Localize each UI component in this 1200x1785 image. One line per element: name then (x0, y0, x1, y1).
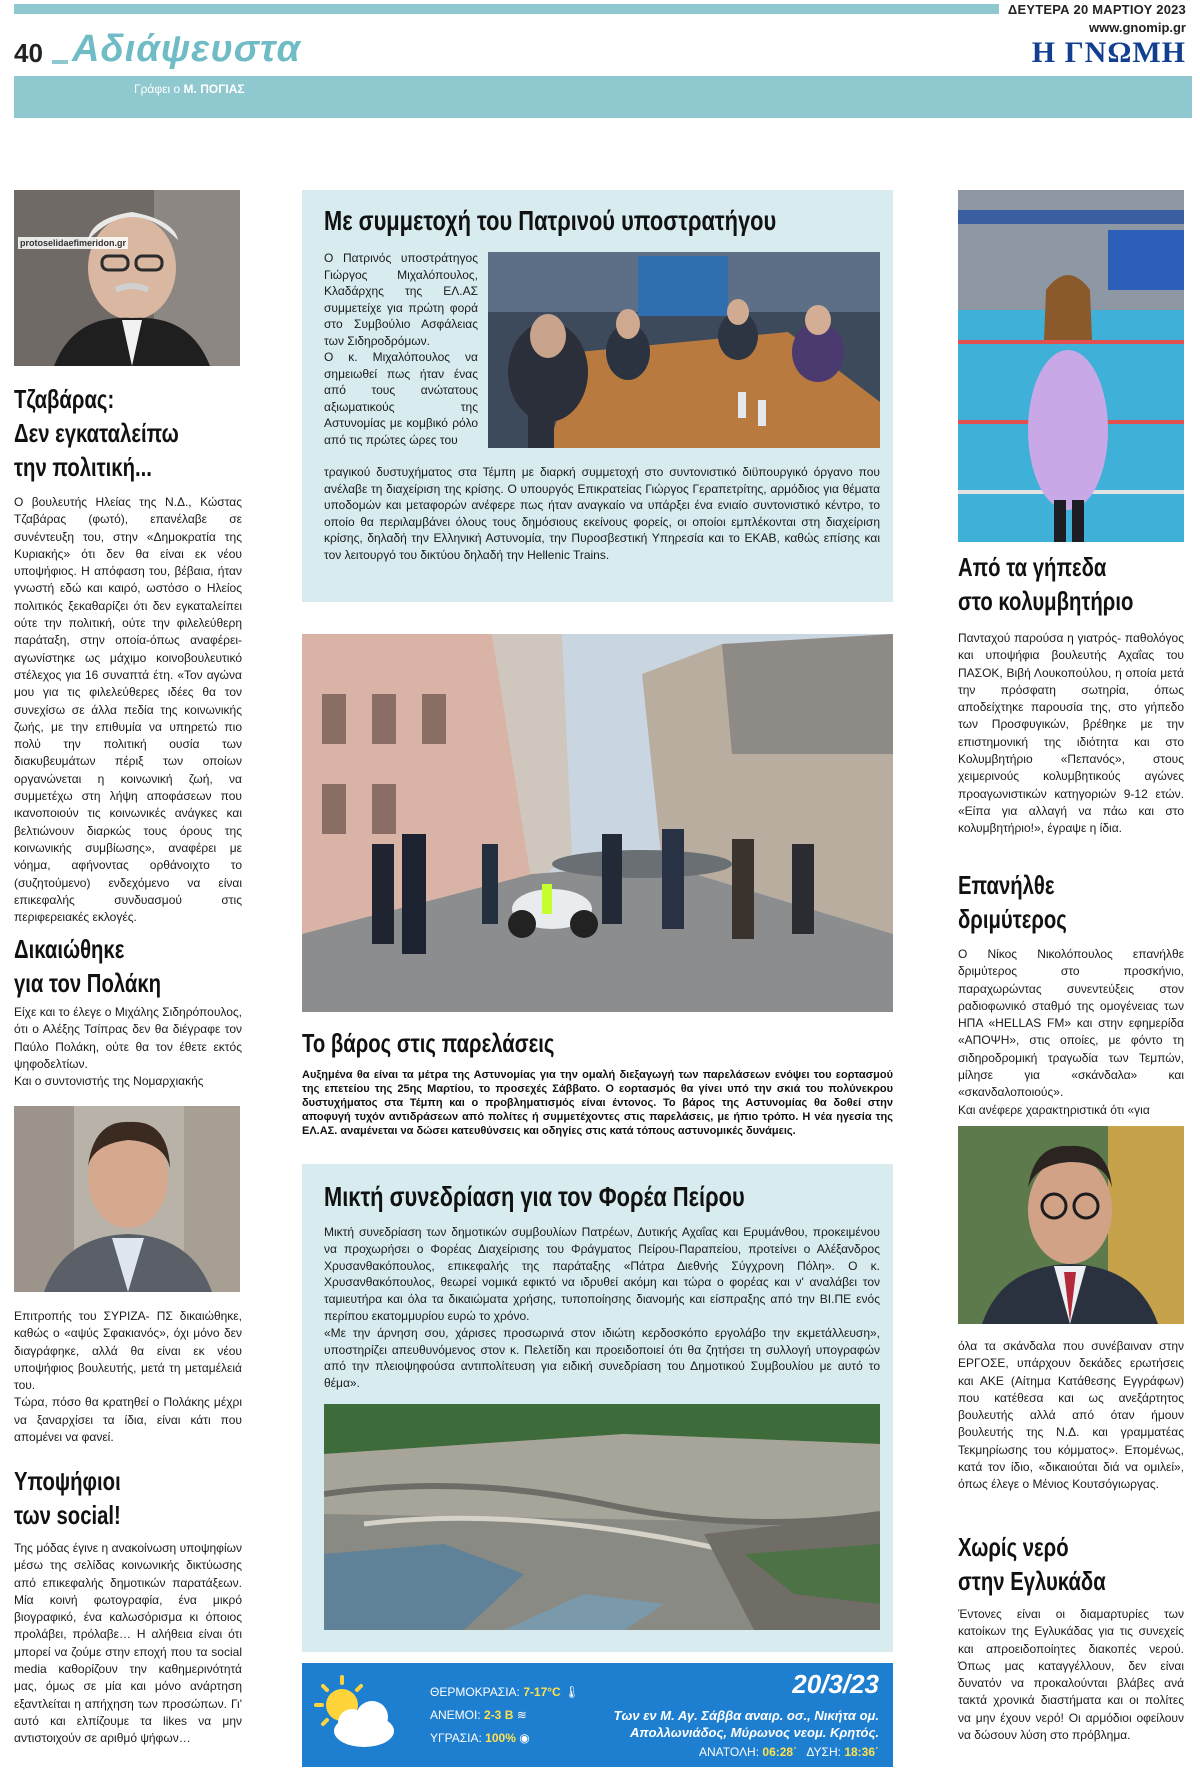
article-body-nikolopoulos: Και ανέφερε χαρακτηριστικά ότι «για (958, 1102, 1150, 1117)
humidity-value: 100% (485, 1731, 516, 1745)
photo-sidiropoulos (14, 1106, 240, 1292)
article-title-line: Επανήλθε (958, 870, 1055, 900)
article-title-line: στην Εγλυκάδα (958, 1566, 1106, 1596)
article-title-line: στο κολυμβητήριο (958, 586, 1134, 616)
article-title: Με συμμετοχή του Πατρινού υποστρατήγου (324, 205, 777, 236)
weather-partly-cloudy-icon (302, 1663, 406, 1767)
photo-nikolopoulos (958, 1126, 1184, 1324)
photo-loukopoulou-pool (958, 190, 1184, 542)
humidity-label: ΥΓΡΑΣΙΑ: (430, 1731, 482, 1745)
article-body-nikolopoulos: Ο Νίκος Νικολόπουλος επανήλθε δριμύτερος στο προσκήνιο, παραχωρώντας συνεντεύξεις στον ραδιοφωνικό σταθμό της ομογένειας των ΗΠΑ «HELLAS FM» και στην εφημερίδα «ΑΠΟΨΗ», στις οποίες, με φόντο τη σιδηροδρομική τραγωδία των Τεμπών, μίλησε για «σκάνδαλα» και «σκανδαλοποιούς». (958, 947, 1184, 1100)
article-body-peirou: «Με την άρνηση σου, χάρισες προσωρινά στον ιδιώτη κερδοσκόπο εργολάβο την εκμετάλλευση», υποστηρίζει απευθυνόμενος στον κ. Πελετίδη και προειδοποιεί ότι θα ζητήσει τη συλλογή υπογραφών από την πλειοψηφούσα αντιπολίτευση για ειδική συνεδρίαση του Δημοτικού Συμβουλίου με αυτό το θέμα». (324, 1325, 880, 1391)
author-byline (134, 82, 245, 96)
page-number: 40 (14, 38, 43, 68)
wind-value: 2-3 B (484, 1708, 514, 1722)
author-prefix: Γράφει ο (134, 82, 181, 96)
watermark-text: protoselidaefimeridon.gr (20, 238, 127, 248)
article-panel-peirou (302, 1164, 893, 1652)
article-body-polakis: Είχε και το έλεγε ο Μιχάλης Σιδηρόπουλος, ότι ο Αλέξης Τσίπρας δεν θα διέγραφε τον Παύλο Πολάκη, ούτε θα τον έθετε εκτός ψηφοδελτίων. (14, 1005, 242, 1071)
article-caption-parade: Αυξημένα θα είναι τα μέτρα της Αστυνομίας για την ομαλή διεξαγωγή των παρελάσεων ενόψει του εορτασμού της επετείου της 25ης Μαρτίου, το προσεχές Σάββατο. Ο εορτασμός θα γίνει υπό την σκιά του πολύνεκρου δυστυχήματος στα Τέμπη και ο προβληματισμός είναι έντονος. Το βάρος της Αστυνομίας θα δοθεί στην αποφυγή τυχόν αντιδράσεων από πολίτες ή συμμετέχοντες στις παρελάσεις, με ήπιο τρόπο. Η νέα ηγεσία της ΕΛ.ΑΣ. αναμένεται να δώσει κατευθύνσεις και οδηγίες στις κατά τόπους αστυνομικές δυνάμεις. (302, 1069, 893, 1137)
article-body-social: Της μόδας έγινε η ανακοίνωση υποψηφίων μέσω της σελίδας κοινωνικής δικτύωσης από επικεφαλής δημοτικών παρατάξεων. Μία κοινή φωτογραφία, ένα μικρό βιογραφικό, ένα καλωσόρισμα κι όποιος προλάβει, πρόλαβε… Η αλήθεια είναι ότι μπορεί να ζούμε στην εποχή που τα social media καθορίζουν την καθημερινότητά μας, όμως σε μία και μόνο ανάρτηση εξαντλείται η απήχηση των προσώπων. Γι' αυτό και ελπίζουμε τα likes να μην αντιστοιχούν σε αριθμό ψήφων… (14, 1541, 242, 1746)
thermometer-icon: 🌡 (564, 1685, 580, 1699)
sunrise-label: ΑΝΑΤΟΛΗ: (699, 1745, 760, 1759)
article-body-police: τραγικού δυστυχήματος στα Τέμπη με διαρκή συμμετοχή στο συντονιστικό διϋπουργικό όργανο που ανέλαβε τη διαχείριση της κρίσης. Ο υπουργός Επικρατείας Γιώργος Γεραπετρίτης, αρμόδιος για θέματα υποδομών και μεταφορών ανέφερε πως ήταν αναγκαίο να υπάρξει ένα ενιαίο συντονιστικό κέντρο, το οποίο θα περιλαμβάνει όλους τους δημόσιους εκείνους φορείς, οι οποίοι εμπλέκονται στη διαχείριση κρίσης, δηλαδή την Ελληνική Αστυνομία, την Πυροσβεστική Υπηρεσία και το ΕΚΑΒ, καθώς επίσης και τον λειτουργό του δικτύου δηλαδή την Hellenic Trains. (324, 465, 880, 562)
article-title-line: Τζαβάρας: (14, 384, 115, 414)
article-body-polakis: Και ο συντονιστής της Νομαρχιακής (14, 1074, 204, 1089)
photo-parade-street (302, 634, 893, 1012)
photo-tzavaras (14, 190, 240, 366)
article-title-line: δριμύτερος (958, 904, 1067, 934)
sun-times (699, 1745, 879, 1759)
page-title: Αδιάψευστα (72, 28, 302, 70)
sunset-label: ΔΥΣΗ: (806, 1745, 841, 1759)
article-title-line: Από τα γήπεδα (958, 552, 1107, 582)
article-body-police: Ο κ. Μιχαλόπουλος να σημειωθεί πως ήταν ένας από τους ανώτατους αξιωματικούς της Αστυνομίας με κομβικό ρόλο από τις πρώτες ώρες του (324, 350, 478, 447)
website-url[interactable]: www.gnomip.gr (1088, 20, 1186, 35)
article-title-line: Δικαιώθηκε (14, 934, 125, 964)
weather-date: 20/3/23 (792, 1669, 879, 1699)
article-title-line: για τον Πολάκη (14, 968, 162, 998)
article-title: Μικτή συνεδρίαση για τον Φορέα Πείρου (324, 1181, 745, 1212)
article-body-polakis: Τώρα, πόσο θα κρατηθεί ο Πολάκης μέχρι να ξαναρχίσει τα ίδια, είναι κάτι που απομένει να φανεί. (14, 1395, 242, 1445)
photo-security-council (488, 252, 880, 448)
author-name: Μ. ΠΟΓΙΑΣ (183, 82, 245, 96)
article-body-peirou: Μικτή συνεδρίαση των δημοτικών συμβουλίων Πατρέων, Δυτικής Αχαΐας και Ερυμάνθου, προκειμένου να προχωρήσει ο Φορέας Διαχείρισης του Φράγματος Πείρου-Παραπείου, προτείνει ο Αλέξανδρος Χρυσανθακόπουλος, επικεφαλής της παράταξης «Πάτρα Διεθνής Σύγχρονη Πόλη». Ο κ. Χρυσανθακόπουλος, θεωρεί νομικά εφικτό να ιδρυθεί ακόμη και τώρα ο φορέας και ν' αναλάβει τον ταμιευτήρα και όλα τα δικαιώματα χρήσης, τυποποίησης διανομής και είσπραξης από την ΒΙ.ΠΕ ενός περίπου εκατομμυρίου ευρώ το χρόνο. (324, 1225, 880, 1323)
saints-of-day: Των εν Μ. Αγ. Σάββα αναιρ. οσ., Νικήτα ομ. Απολλωνιάδος, Μύρωνος νεομ. Κρητός. (613, 1708, 879, 1740)
sunrise-value: 06:28΄ (762, 1745, 798, 1759)
article-title-line: Δεν εγκαταλείπω (14, 418, 179, 448)
header-top-bar (14, 4, 999, 14)
photo-peirou-dam (324, 1404, 880, 1630)
article-title-line: την πολιτική... (14, 452, 152, 482)
page-dash (52, 60, 68, 64)
article-body-polakis: Επιτροπής του ΣΥΡΙΖΑ- ΠΣ δικαιώθηκε, καθώς ο «αψύς Σφακιανός», όχι μόνο δεν διαγράφηκε, αλλά θα είναι εκ νέου υποψήφιος βουλευτής, μετά τη μεταμέλειά του. (14, 1309, 242, 1393)
weather-panel (302, 1663, 893, 1767)
article-body-loukopoulou: Πανταχού παρούσα η γιατρός- παθολόγος και υποψήφια βουλευτής Αχαΐας του ΠΑΣΟΚ, Βιβή Λουκοπούλου, η οποία μετά την πρόσφατη σωτηρία, όπως αποδείχτηκε παρουσία της, στο γήπεδο των Προσφυγικών, βρέθηκε με την επιστημονική της ιδιότητα και στο Κολυμβητήριο «Πεπανός», στους χειμερινούς κολυμβητικούς αγώνες προαγωνιστικών κατηγοριών 9-12 ετών. «Είπα για αλλαγή να πάω και στο κολυμβητήριο!», έγραψε η ίδια. (958, 631, 1184, 836)
article-body-eglykada: Έντονες είναι οι διαμαρτυρίες των κατοίκων της Εγλυκάδας για τις συνεχείς και απροειδοποίητες διακοπές νερού. Όπως μας καταγγέλλουν, δεν είναι δυνατόν να προκαλούνται βλάβες ανά τακτά χρονικά διαστήματα και οι πολίτες να μην έχουν νερό! Οι αρμόδιοι οφείλουν να δώσουν λύση στο πρόβλημα. (958, 1607, 1184, 1743)
article-title-line: Χωρίς νερό (958, 1532, 1069, 1562)
wind-label: ΑΝΕΜΟΙ: (430, 1708, 481, 1722)
article-panel-police (302, 190, 893, 602)
article-body-nikolopoulos: όλα τα σκάνδαλα που συνέβαιναν στην ΕΡΓΟΣΕ, υπάρχουν δεκάδες ερωτήσεις και ΑΚΕ (Αίτημα Κατάθεσης Εγγράφων) που κατέθεσα και ως ανεξάρτητος βουλευτής αλλά από όταν ήμουν βουλευτής της Ν.Δ. και γραμματέας Τεκμηρίωσης του κόμματος». Επομένως, κατά τον ίδιο, «δικαιούται διά να ομιλεί», όπως έλεγε ο Μένιος Κουτσόγιωργας. (958, 1339, 1184, 1492)
article-title-line: Υποψήφιοι (14, 1466, 121, 1496)
wind-icon: ≋ (516, 1708, 527, 1722)
newspaper-logo: Η ΓΝΩΜΗ (1031, 36, 1186, 69)
author-bar (14, 76, 1192, 118)
article-body-tzavaras: Ο βουλευτής Ηλείας της Ν.Δ., Κώστας Τζαβάρας (φωτό), επανέλαβε σε συνέντευξη του, στην «Δημοκρατία της Κυριακής» ότι δεν θα είναι εκ νέου υποψήφιος. Η απόφαση του, βέβαια, ήταν γνωστή εδώ και καιρό, ωστόσο ο Ηλείος πολιτικός ξεκαθαρίζει ότι δεν εγκαταλείπει ούτε την πολιτική, ούτε την φιλελεύθερη παράταξη, στην οποία-όπως αναφέρει- αγωνίστηκε ως μάχιμο κοινοβουλευτικό στέλεχος για 16 συναπτά έτη. «Τον αγώνα μου για τις φιλελεύθερες ιδέες θα τον συνεχίσω σε άλλα πεδία της κοινωνικής ζωής, με την επιθυμία να υπηρετώ πιο πολύ την πολιτική ουσία των διακυβευμάτων πέριξ των οποίων οργανώνεται η κοινωνική ζωή, να συμμετέχω στη λήψη αποφάσεων που ικανοποιούν τις κοινωνικές ανάγκες και βελτιώνουν διαρκώς τους όρους της κοινωνικής συμβίωσης», αναφέρει με νόημα, αφήνοντας ορθάνοιχτο το (συζητούμενο) ενδεχόμενο να είναι επικεφαλής συνδυασμού στις περιφερειακές εκλογές. (14, 495, 242, 925)
article-title: Το βάρος στις παρελάσεις (302, 1028, 555, 1058)
sunset-value: 18:36΄ (844, 1745, 879, 1759)
temperature-label: ΘΕΡΜΟΚΡΑΣΙΑ: (430, 1685, 520, 1699)
humidity-icon: ◉ (519, 1731, 530, 1745)
article-title-line: των social! (14, 1500, 121, 1530)
article-body-police: Ο Πατρινός υποστράτηγος Γιώργος Μιχαλόπουλος, Κλαδάρχης της ΕΛ.ΑΣ συμμετείχε για πρώτη φορά στο Συμβούλιο Ασφάλειας των Σιδηροδρόμων. (324, 251, 478, 348)
temperature-value: 7-17°C (523, 1685, 561, 1699)
issue-date: ΔΕΥΤΕΡΑ 20 ΜΑΡΤΙΟΥ 2023 (1007, 2, 1186, 17)
